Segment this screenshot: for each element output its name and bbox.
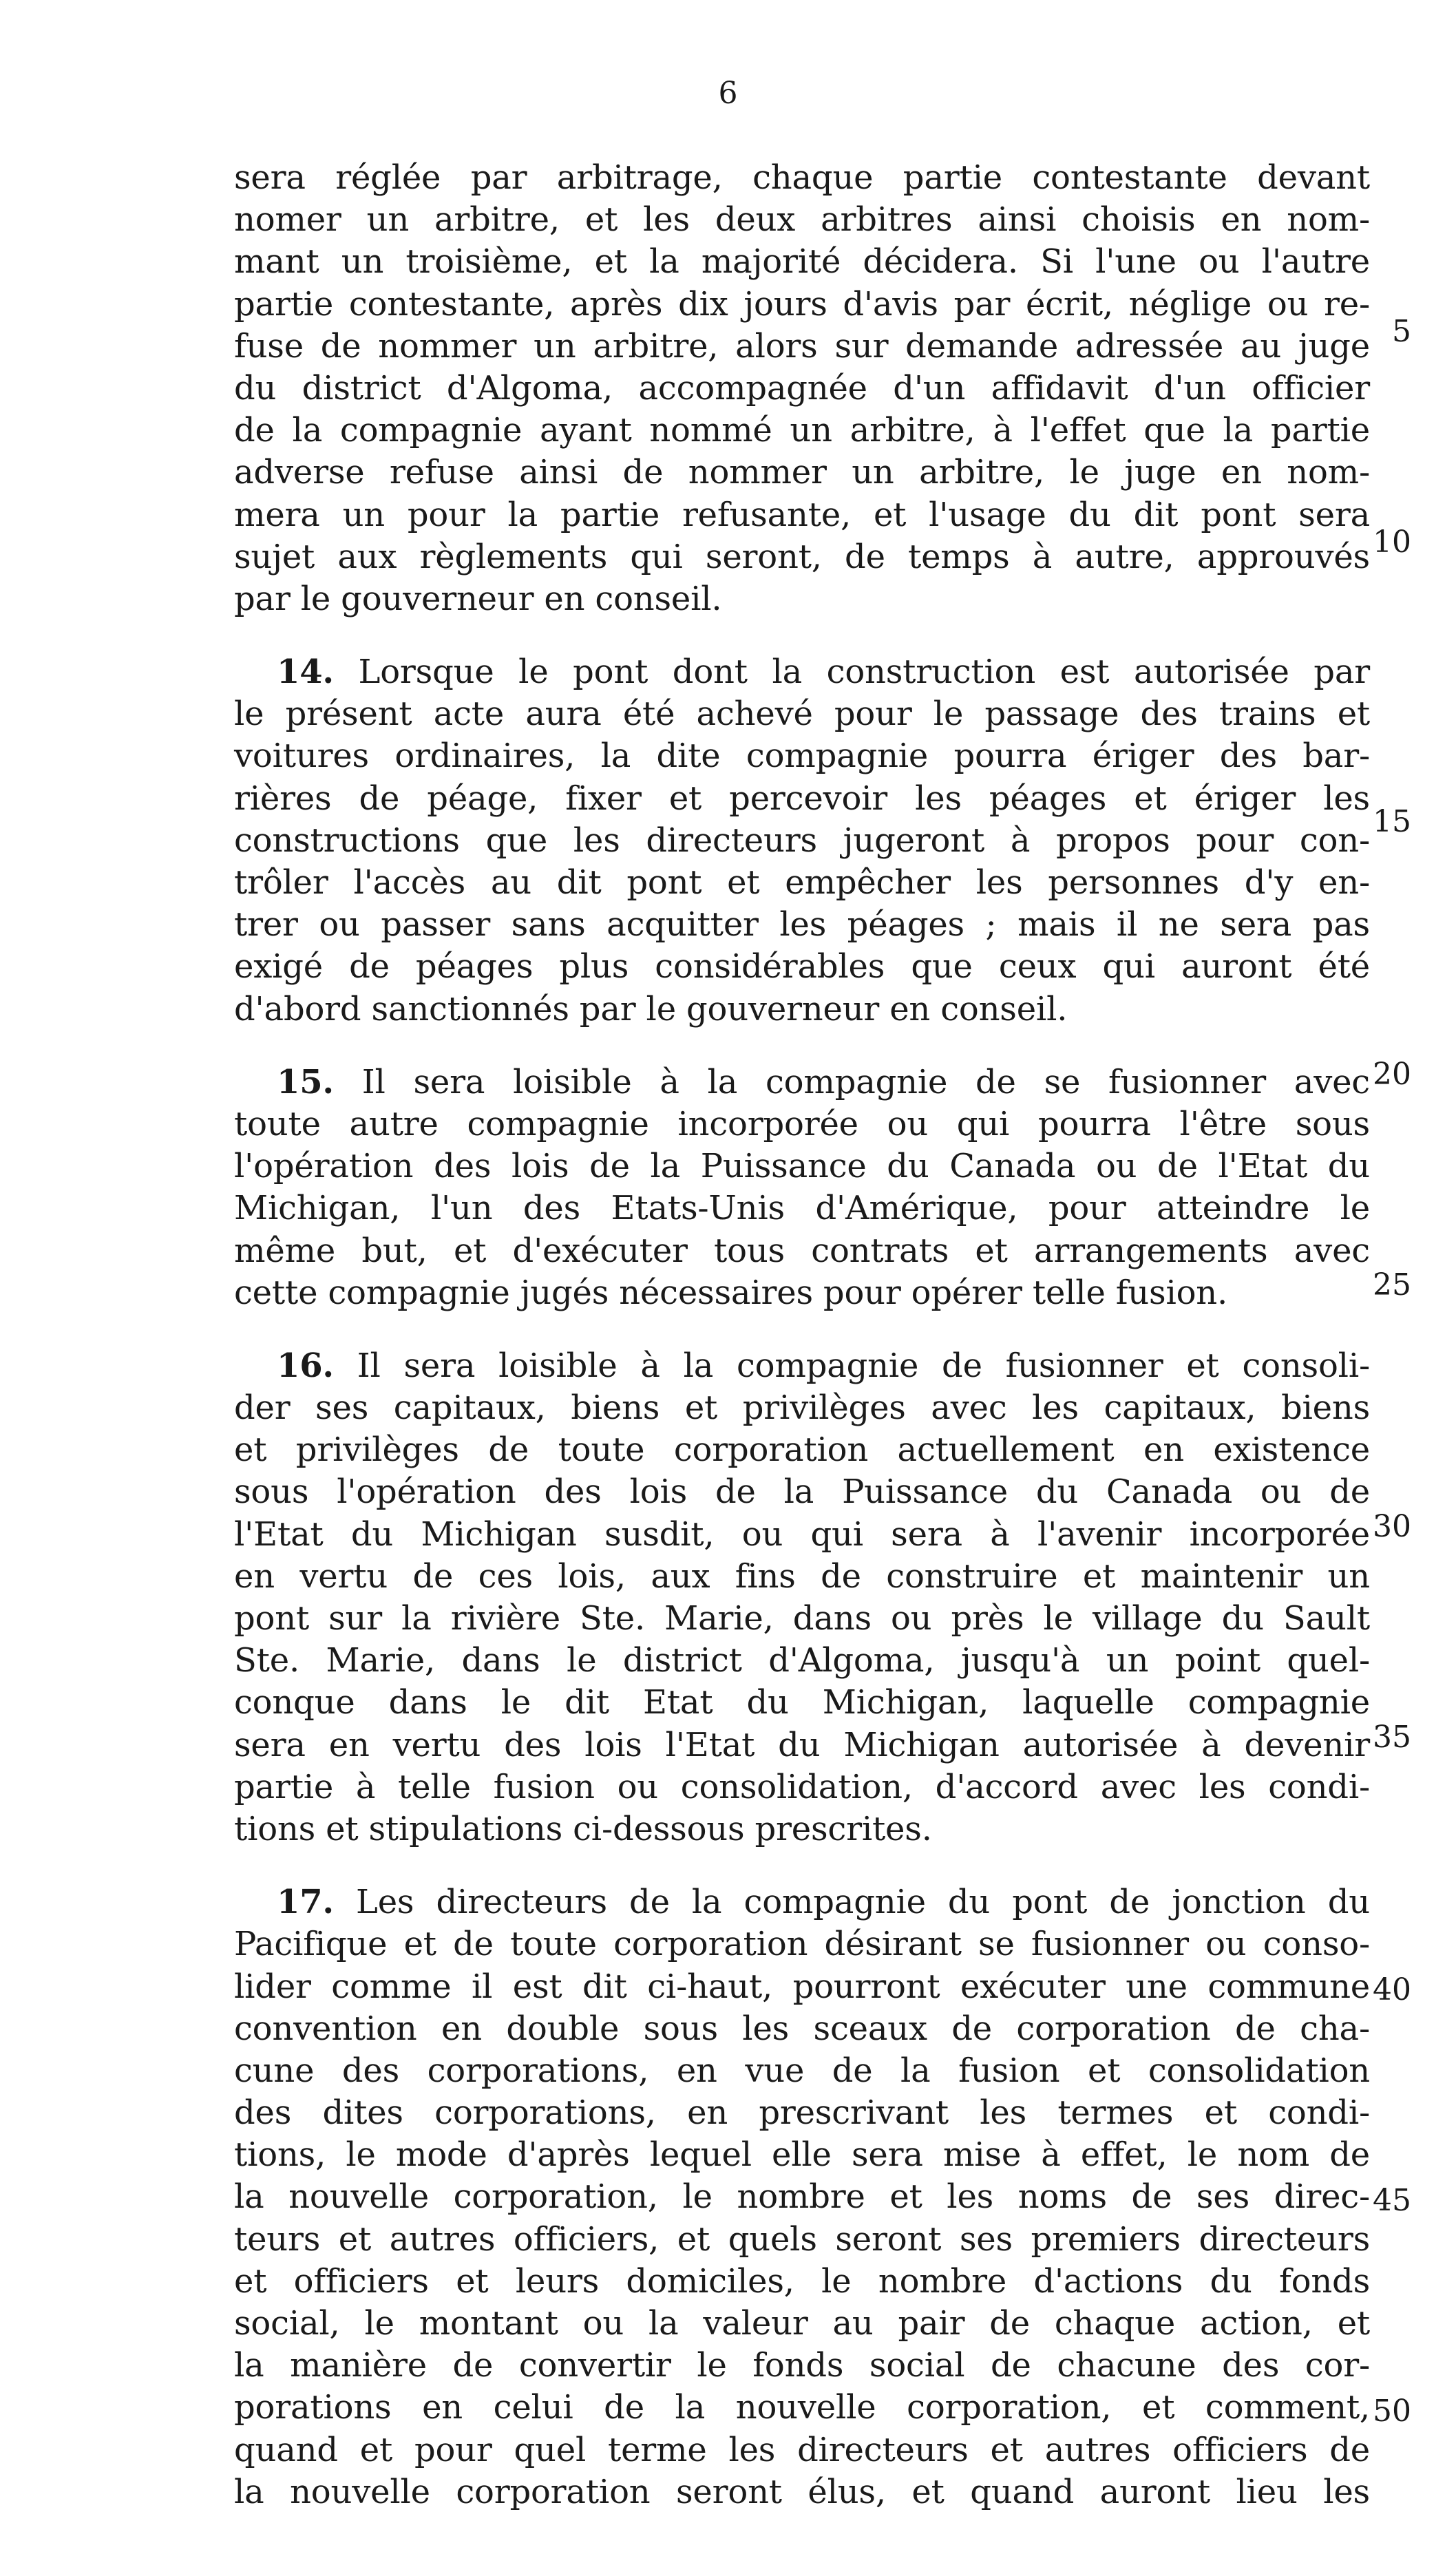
section-number: 16.	[277, 1346, 334, 1385]
text-line: partie contestante, après dix jours d'avis par écrit, néglige ou re-	[234, 284, 1370, 324]
paragraph-continuation	[234, 157, 1370, 620]
text-line: sera réglée par arbitrage, chaque partie contestante devant	[234, 158, 1370, 197]
text-line: lider comme il est dit ci-haut, pourront exécuter une commune	[234, 1967, 1370, 2006]
section-number: 17.	[277, 1883, 334, 1922]
text-line: Michigan, l'un des Etats-Unis d'Amérique, pour atteindre le	[234, 1189, 1370, 1228]
line-text: Il sera loisible à la compagnie de se fusionner avec	[361, 1062, 1370, 1101]
section-17	[234, 1881, 1370, 2513]
section-16	[234, 1345, 1370, 1850]
text-line: exigé de péages plus considérables que ceux qui auront été	[234, 947, 1370, 986]
text-line: adverse refuse ainsi de nommer un arbitre, le juge en nom-	[234, 453, 1370, 492]
text-line: trer ou passer sans acquitter les péages ; mais il ne sera pas	[234, 905, 1370, 944]
text-line: l'Etat du Michigan susdit, ou qui sera à l'avenir incorporée	[234, 1514, 1370, 1554]
text-line: nomer un arbitre, et les deux arbitres ainsi choisis en nom-	[234, 200, 1370, 240]
text-line: voitures ordinaires, la dite compagnie pourra ériger des bar-	[234, 737, 1370, 776]
text-line: porations en celui de la nouvelle corporation, et comment,	[234, 2388, 1370, 2427]
text-line: rières de péage, fixer et percevoir les péages et ériger les	[234, 779, 1370, 818]
text-line: constructions que les directeurs jugeront à propos pour con-	[234, 821, 1370, 860]
text-line: tions et stipulations ci-dessous prescrites.	[234, 1809, 932, 1848]
text-line: même but, et d'exécuter tous contrats et arrangements avec	[234, 1231, 1370, 1270]
text-line: sera en vertu des lois l'Etat du Michigan autorisée à devenir	[234, 1725, 1370, 1764]
section-14	[234, 651, 1370, 1031]
text-line: et privilèges de toute corporation actuellement en existence	[234, 1430, 1370, 1470]
text-line: teurs et autres officiers, et quels seront ses premiers directeurs	[234, 2219, 1370, 2259]
text-line: la manière de convertir le fonds social de chacune des cor-	[234, 2346, 1370, 2385]
text-line: du district d'Algoma, accompagnée d'un affidavit d'un officier	[234, 368, 1370, 408]
text-line: sous l'opération des lois de la Puissance du Canada ou de	[234, 1472, 1370, 1512]
line-text: Les directeurs de la compagnie du pont de jonction du	[356, 1883, 1370, 1922]
text-line: le présent acte aura été achevé pour le passage des trains et	[234, 695, 1370, 734]
text-line: conque dans le dit Etat du Michigan, laquelle compagnie	[234, 1683, 1370, 1722]
text-line: et officiers et leurs domiciles, le nombre d'actions du fonds	[234, 2261, 1370, 2301]
margin-line-number: 45	[1373, 2183, 1411, 2218]
margin-line-number: 30	[1373, 1509, 1411, 1544]
text-line: convention en double sous les sceaux de corporation de cha-	[234, 2009, 1370, 2048]
text-line	[234, 1062, 1370, 1104]
margin-line-number: 35	[1373, 1720, 1411, 1755]
text-line: cette compagnie jugés nécessaires pour opérer telle fusion.	[234, 1273, 1228, 1312]
text-line: d'abord sanctionnés par le gouverneur en conseil.	[234, 989, 1068, 1028]
text-line: Ste. Marie, dans le district d'Algoma, jusqu'à un point quel-	[234, 1641, 1370, 1680]
text-line: quand et pour quel terme les directeurs et autres officiers de	[234, 2430, 1370, 2469]
text-line: cune des corporations, en vue de la fusion et consolidation	[234, 2051, 1370, 2090]
text-line	[234, 651, 1370, 693]
text-line: social, le montant ou la valeur au pair de chaque action, et	[234, 2304, 1370, 2343]
text-line: mera un pour la partie refusante, et l'usage du dit pont sera	[234, 495, 1370, 534]
margin-line-number: 50	[1373, 2394, 1411, 2429]
text-line: la nouvelle corporation, le nombre et les noms de ses direc-	[234, 2177, 1370, 2217]
text-line: de la compagnie ayant nommé un arbitre, à l'effet que la partie	[234, 411, 1370, 450]
text-line: der ses capitaux, biens et privilèges avec les capitaux, biens	[234, 1389, 1370, 1428]
text-line: toute autre compagnie incorporée ou qui pourra l'être sous	[234, 1104, 1370, 1143]
margin-line-number: 10	[1373, 525, 1411, 560]
text-line: par le gouverneur en conseil.	[234, 579, 722, 618]
margin-line-number: 5	[1392, 314, 1411, 349]
page-number: 6	[718, 76, 738, 111]
text-line: tions, le mode d'après lequel elle sera mise à effet, le nom de	[234, 2135, 1370, 2175]
text-line: mant un troisième, et la majorité décidera. Si l'une ou l'autre	[234, 242, 1370, 282]
text-line: l'opération des lois de la Puissance du Canada ou de l'Etat du	[234, 1147, 1370, 1186]
line-text: Lorsque le pont dont la construction est autorisée par	[358, 653, 1370, 692]
text-line: Pacifique et de toute corporation désirant se fusionner ou conso-	[234, 1925, 1370, 1964]
text-line: la nouvelle corporation seront élus, et quand auront lieu les	[234, 2472, 1370, 2511]
margin-line-number: 20	[1373, 1057, 1411, 1092]
body-text	[234, 157, 1370, 2513]
text-line	[234, 1345, 1370, 1387]
line-text: Il sera loisible à la compagnie de fusionner et consoli-	[357, 1346, 1371, 1385]
text-line: sujet aux règlements qui seront, de temps à autre, approuvés	[234, 537, 1370, 576]
margin-line-number: 40	[1373, 1972, 1411, 2007]
text-line: trôler l'accès au dit pont et empêcher les personnes d'y en-	[234, 863, 1370, 902]
section-15	[234, 1062, 1370, 1314]
margin-line-number: 15	[1373, 804, 1411, 839]
text-line: des dites corporations, en prescrivant les termes et condi-	[234, 2093, 1370, 2133]
section-number: 15.	[277, 1062, 334, 1101]
text-line: pont sur la rivière Ste. Marie, dans ou près le village du Sault	[234, 1599, 1370, 1638]
section-number: 14.	[277, 653, 334, 692]
margin-line-number: 25	[1373, 1267, 1411, 1302]
text-line: partie à telle fusion ou consolidation, d'accord avec les condi-	[234, 1767, 1370, 1806]
text-line: fuse de nommer un arbitre, alors sur demande adressée au juge	[234, 326, 1370, 366]
text-line	[234, 1881, 1370, 1923]
text-line: en vertu de ces lois, aux fins de construire et maintenir un	[234, 1556, 1370, 1596]
